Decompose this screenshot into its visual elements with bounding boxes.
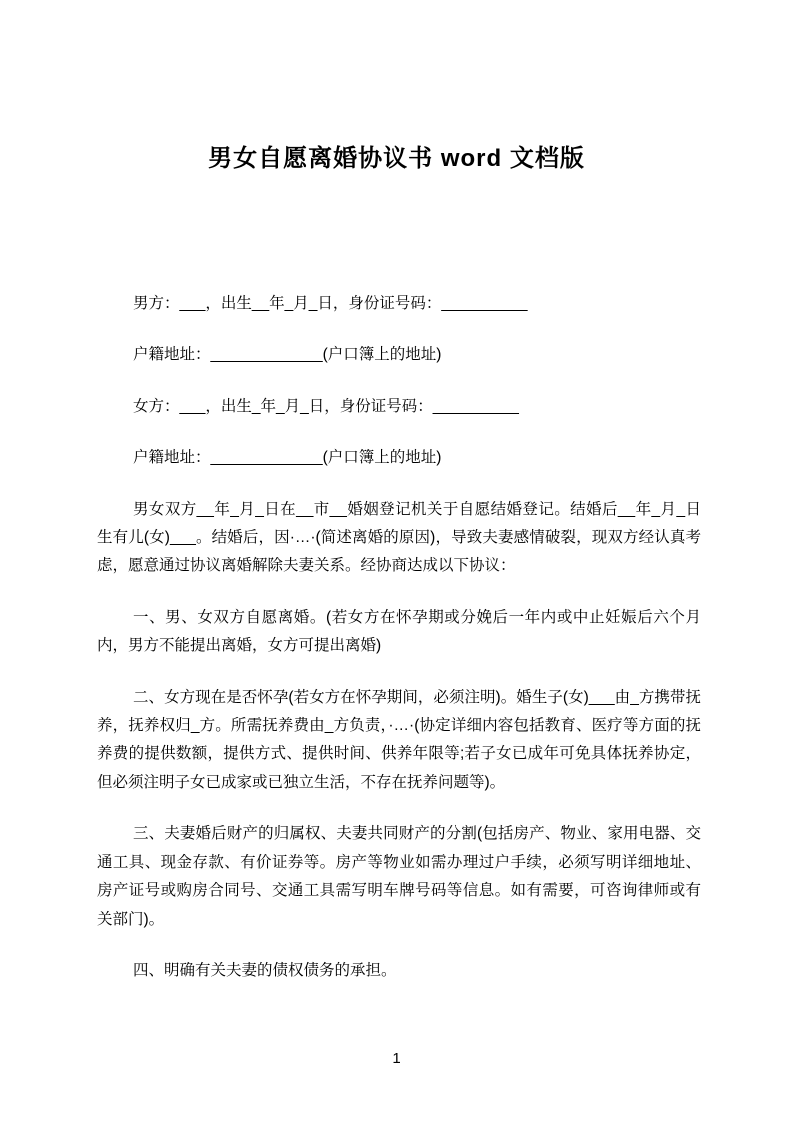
page-number: 1 bbox=[392, 1050, 401, 1067]
document-title: 男女自愿离婚协议书 word 文档版 bbox=[208, 145, 585, 172]
paragraph-clause-2-pregnancy-custody: 二、女方现在是否怀孕(若女方在怀孕期间，必须注明)。婚生子(女)___由_方携带抚养，抚养权归_方。所需抚养费由_方负责，·…·(协定详细内容包括教育、医疗等方面的抚养费的提供数额，提供方式、提供时间、供养年限等;若子女已成年可免具体抚养协定，但必须注明子女已成家或已独立生活，不存在抚养问题等)。 bbox=[97, 688, 701, 791]
paragraph-clause-4-debts: 四、明确有关夫妻的债权债务的承担。 bbox=[133, 961, 397, 979]
paragraph-male-registered-address: 户籍地址：_____________(户口簿上的地址) bbox=[133, 346, 442, 364]
paragraph-female-party-info: 女方：___，出生_年_月_日，身份证号码：__________ bbox=[133, 397, 519, 415]
paragraph-clause-3-property-division: 三、夫妻婚后财产的归属权、夫妻共同财产的分割(包括房产、物业、家用电器、交通工具、现金存款、有价证券等。房产等物业如需办理过户手续，必须写明详细地址、房产证号或购房合同号、交通工具需写明车牌号码等信息。如有需要，可咨询律师或有关部门)。 bbox=[97, 825, 701, 928]
paragraph-male-party-info: 男方：___，出生__年_月_日，身份证号码：__________ bbox=[133, 295, 528, 312]
paragraph-marriage-background: 男女双方__年_月_日在__市__婚姻登记机关于自愿结婚登记。结婚后__年_月_日生有儿(女)___。结婚后，因·…·(简述离婚的原因)，导致夫妻感情破裂，现双方经认真考虑，愿意通过协议离婚解除夫妻关系。经协商达成以下协议： bbox=[97, 500, 701, 575]
paragraph-female-registered-address: 户籍地址：_____________(户口簿上的地址) bbox=[133, 449, 442, 467]
paragraph-clause-1-voluntary-divorce: 一、男、女双方自愿离婚。(若女方在怀孕期或分娩后一年内或中止妊娠后六个月内，男方不能提出离婚，女方可提出离婚) bbox=[97, 608, 701, 655]
document-body bbox=[97, 290, 701, 1008]
